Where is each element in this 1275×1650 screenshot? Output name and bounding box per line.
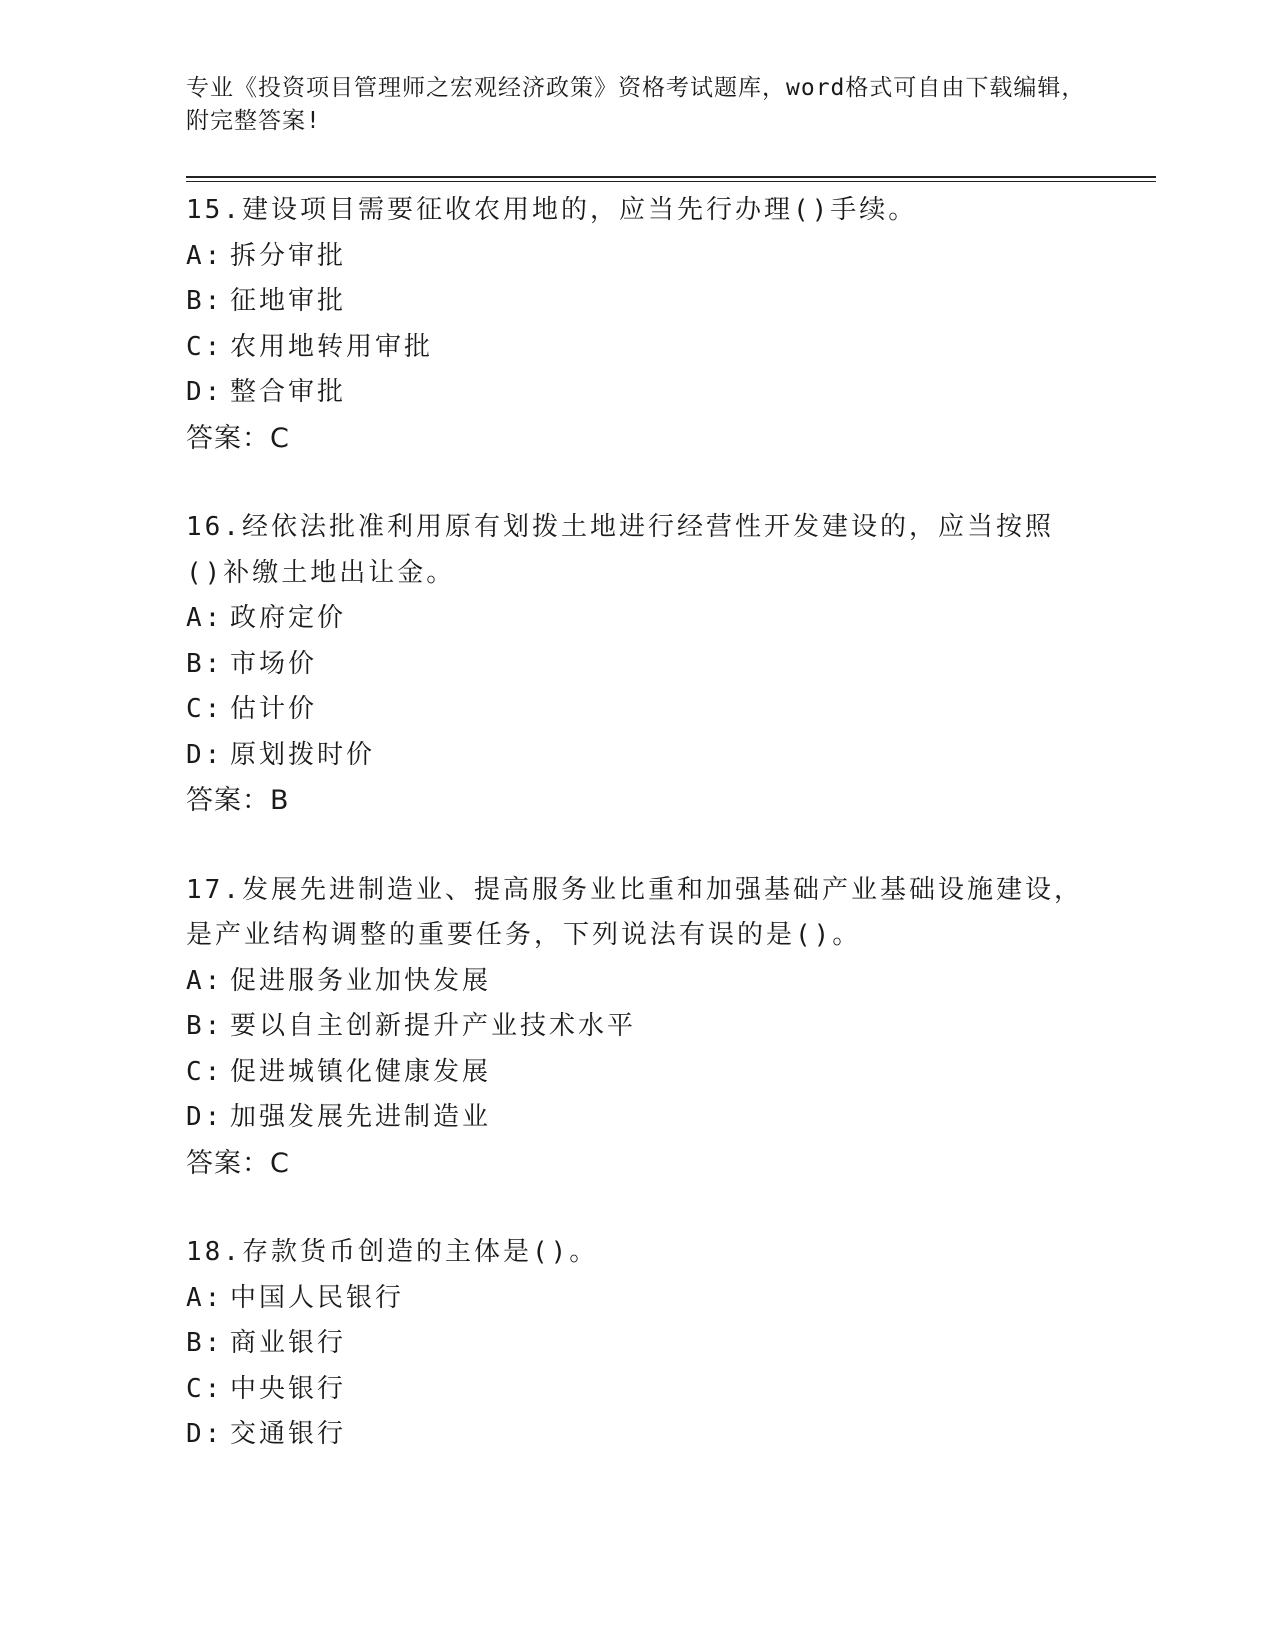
question-stem: 15.建设项目需要征收农用地的，应当先行办理()手续。 [186,195,918,225]
option-key: B: [186,286,224,316]
option-key: C: [186,1373,224,1404]
option-a [186,234,1156,280]
option-text: 市场价 [230,648,318,679]
option-key: D: [186,1102,224,1132]
option-text: 要以自主创新提升产业技术水平 [230,1011,637,1041]
option-key: A: [186,240,224,271]
option-key: C: [186,331,224,362]
option-text: 征地审批 [230,286,347,316]
option-d [186,733,1156,779]
option-key: A: [186,603,224,633]
option-d [186,1095,1156,1141]
option-key: A: [186,1282,224,1313]
answer-line: 答案：C [186,422,290,454]
option-c [186,1367,1156,1413]
option-text: 农用地转用审批 [230,331,434,362]
option-b [186,642,1156,688]
option-text: 估计价 [230,694,318,724]
option-key: A: [186,965,224,996]
option-text: 促进服务业加快发展 [230,965,492,996]
answer-line: 答案：B [186,785,290,816]
option-key: D: [186,1419,224,1449]
option-key: D: [186,377,224,407]
header-divider [186,176,1156,182]
option-text: 整合审批 [230,377,347,407]
question-stem: 17.发展先进制造业、提高服务业比重和加强基础产业基础设施建设，是产业结构调整的重要任务，下列说法有误的是()。 [186,874,1083,950]
option-c [186,325,1156,371]
question-18 [186,1230,1156,1458]
option-c [186,687,1156,733]
question-16 [186,505,1156,824]
option-key: C: [186,1056,224,1087]
question-15 [186,188,1156,461]
option-a [186,1276,1156,1322]
option-d [186,370,1156,416]
option-d [186,1412,1156,1458]
option-c [186,1050,1156,1096]
option-b [186,1321,1156,1367]
option-key: B: [186,648,224,679]
option-key: B: [186,1328,224,1358]
question-17 [186,868,1156,1187]
question-stem: 18.存款货币创造的主体是()。 [186,1237,599,1267]
option-text: 促进城镇化健康发展 [230,1056,492,1087]
option-a [186,959,1156,1005]
option-text: 中国人民银行 [230,1282,405,1313]
option-text: 交通银行 [230,1419,347,1449]
document-intro: 专业《投资项目管理师之宏观经济政策》资格考试题库，word格式可自由下载编辑，附完整答案! [186,75,1086,134]
question-stem: 16.经依法批准利用原有划拨土地进行经营性开发建设的，应当按照()补缴土地出让金。 [186,512,1054,588]
option-key: C: [186,694,224,724]
option-text: 商业银行 [230,1328,347,1358]
option-b [186,1004,1156,1050]
option-key: B: [186,1011,224,1041]
option-text: 加强发展先进制造业 [230,1102,492,1132]
option-b [186,279,1156,325]
option-text: 拆分审批 [230,240,347,271]
option-text: 中央银行 [230,1373,347,1404]
question-list [186,188,1156,1502]
option-text: 政府定价 [230,603,347,633]
option-text: 原划拨时价 [230,739,376,770]
option-key: D: [186,739,224,770]
option-a [186,596,1156,642]
answer-line: 答案：C [186,1147,290,1179]
